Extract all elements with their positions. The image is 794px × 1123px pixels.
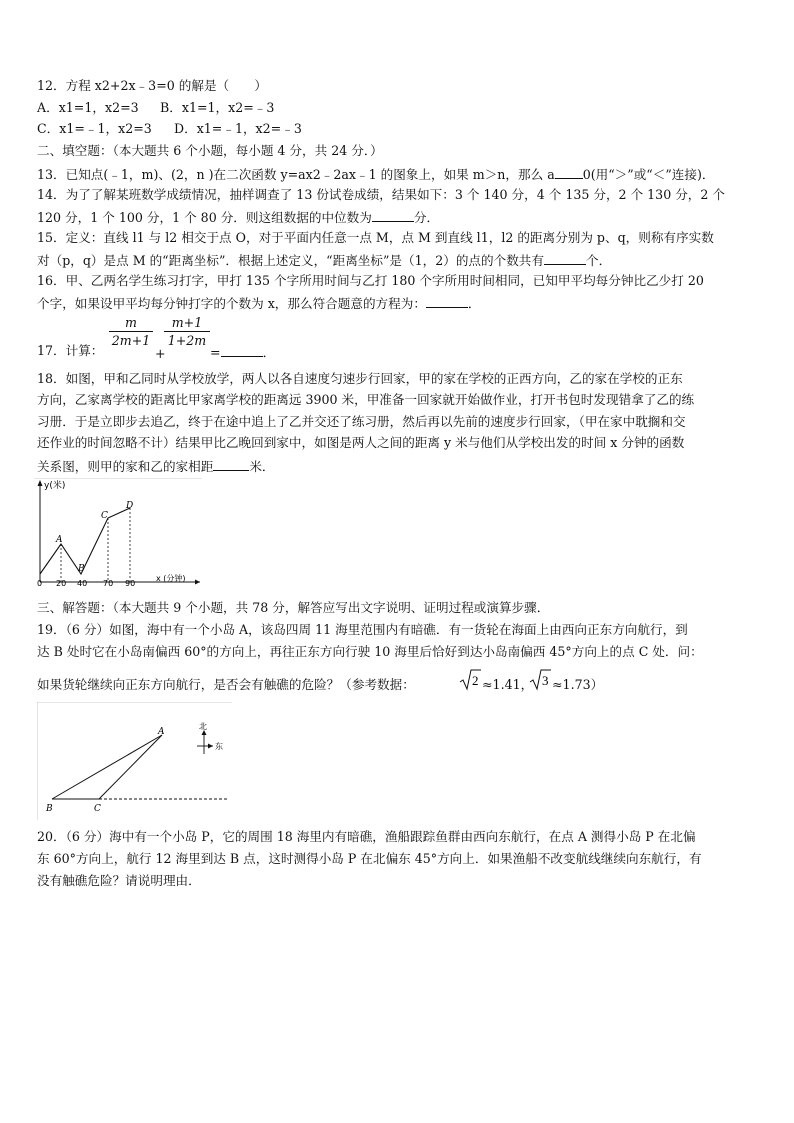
q12-stem: 12．方程 x2+2x﹣3=0 的解是（ ） — [37, 78, 267, 93]
compass-east: 东 — [215, 742, 223, 751]
graph-y-label: y(米) — [44, 481, 66, 491]
q13 — [37, 165, 714, 183]
q19-question: 如果货轮继续向正东方向航行，是否会有触礁的危险？（参考数据： — [37, 677, 415, 692]
q12-option-c: C．x1=﹣1，x2=3 — [37, 121, 152, 136]
graph-tick-90: 90 — [125, 579, 136, 588]
q17-equals: = — [210, 345, 221, 360]
q18-text: 关系图，则甲的家和乙的家相距 — [37, 459, 214, 474]
q14-tail: 分． — [413, 210, 440, 225]
graph-point-d: D — [126, 501, 134, 511]
sqrt-2-radical — [459, 668, 481, 692]
q17-fraction-2 — [164, 315, 210, 348]
graph-tick-20: 20 — [56, 579, 67, 588]
q17-fraction-1 — [109, 315, 153, 348]
q14-line2 — [37, 208, 439, 226]
q17-blank[interactable] — [221, 343, 263, 357]
q16-line1: 16．甲、乙两名学生练习打字，甲打 135 个字所用时间与乙打 180 个字所用时间相同，已知甲平均每分钟比乙少打 20 — [37, 273, 704, 288]
q15-blank[interactable] — [544, 251, 586, 265]
section-2-heading: 二、填空题：（本大题共 6 个小题，每小题 4 分，共 24 分．） — [37, 143, 383, 158]
q15-line2 — [37, 251, 611, 269]
q12-option-a: A．x1=1，x2=3 — [37, 100, 139, 115]
graph-distance-line — [40, 508, 130, 574]
q17-frac2-numerator: m+1 — [164, 315, 210, 332]
q13-blank[interactable] — [555, 165, 583, 179]
q16-tail: ． — [467, 296, 481, 311]
q12-option-b: B．x1=1，x2=﹣3 — [160, 100, 275, 115]
q20-line3: 没有触礁危险？请说明理由． — [37, 873, 201, 888]
q19-figure — [37, 702, 232, 820]
section-3-heading: 三、解答题：（本大题共 9 个小题，共 78 分，解答应写出文字说明、证明过程或演算步骤． — [37, 600, 550, 615]
sqrt-2-approx: ≈1.41， — [482, 677, 534, 692]
q15-line1: 15．定义：直线 l1 与 l2 相交于点 O，对于平面内任意一点 M，点 M 到直线 l1，l2 的距离分别为 p、q，则称有序实数 — [37, 230, 714, 245]
q15-tail: 个． — [586, 253, 612, 268]
fig19-point-b: B — [46, 804, 53, 814]
q20-line1: 20．（6 分）海中有一个小岛 P，它的周围 18 海里内有暗礁，渔船跟踪鱼群由西向东航行，在点 A 测得小岛 P 在北偏 — [37, 829, 696, 844]
q14-text: 120 分，1 个 100 分，1 个 80 分．则这组数据的中位数为 — [37, 210, 372, 225]
q18-line4: 还作业的时间忽略不计）结果甲比乙晚回到家中，如图是两人之间的距离 y 米与他们从学校出发的时间 x 分钟的函数 — [37, 435, 685, 450]
q18-tail: 米． — [249, 459, 275, 474]
q17-label: 17．计算： — [37, 343, 104, 358]
graph-origin: 0 — [37, 579, 43, 588]
q14-line1: 14．为了了解某班数学成绩情况，抽样调查了 13 份试卷成绩，结果如下：3 个 140 分，4 个 135 分，2 个 130 分，2 个 — [37, 187, 726, 202]
q16-line2 — [37, 294, 481, 312]
graph-x-label: x (分钟) — [156, 574, 186, 583]
compass-north: 北 — [199, 722, 207, 731]
q18-graph — [34, 478, 202, 588]
q17-plus: + — [155, 346, 166, 361]
q19-line3 — [37, 677, 415, 693]
fig19-point-c: C — [94, 804, 101, 814]
q16-text: 个字，如果设甲平均每分钟打字的个数为 x，那么符合题意的方程为： — [37, 296, 426, 311]
q12-option-d: D．x1=﹣1，x2=﹣3 — [174, 121, 302, 136]
sqrt-3-radical — [529, 668, 551, 692]
graph-tick-70: 70 — [103, 579, 114, 588]
fig19-point-a: A — [158, 727, 165, 737]
q17-frac1-numerator: m — [109, 315, 153, 332]
q15-text: 对（p，q）是点 M 的“距离坐标”．根据上述定义，“距离坐标”是（1，2）的点的个数共有 — [37, 253, 544, 268]
sqrt-2-radicand: 2 — [472, 673, 479, 688]
graph-tick-40: 40 — [77, 579, 88, 588]
q18-line5 — [37, 457, 275, 475]
q19-line1: 19．（6 分）如图，海中有一个小岛 A，该岛四周 11 海里范围内有暗礁．有一货轮在海面上由西向正东方向航行，到 — [37, 622, 688, 637]
q16-blank[interactable] — [426, 294, 468, 308]
q20-line2: 东 60°方向上，航行 12 海里到达 B 点，这时测得小岛 P 在北偏东 45°方向上．如果渔船不改变航线继续向东航行，有 — [37, 851, 702, 866]
sqrt-3-approx: ≈1.73） — [552, 677, 604, 692]
q18-line3: 习册．于是立即步去追乙，终于在途中追上了乙并交还了练习册，然后再以先前的速度步行回家，（甲在家中耽搁和交 — [37, 414, 686, 429]
graph-point-b: B — [78, 564, 85, 574]
graph-point-a: A — [56, 535, 63, 545]
q18-blank[interactable] — [213, 457, 249, 471]
q17-frac2-denominator: 1+2m — [167, 333, 207, 348]
q19-line2: 达 B 处时它在小岛南偏西 60°的方向上，再往正东方向行驶 10 海里后恰好到达小岛南偏西 45°方向上的点 C 处．问： — [37, 644, 703, 659]
q18-line2: 方向，乙家离学校的距离比甲家离学校的距离远 3900 米，甲准备一回家就开始做作业，打开书包时发现错拿了乙的练 — [37, 392, 695, 407]
q13-text: 13．已知点(﹣1，m)、(2，n )在二次函数 y=ax2﹣2ax﹣1 的图象上，如果 m＞n，那么 a — [37, 167, 555, 182]
q17-answer — [210, 343, 275, 361]
sqrt-3-radicand: 3 — [542, 673, 549, 688]
graph-point-c: C — [101, 511, 108, 521]
q17-tail: ． — [262, 345, 276, 360]
q17-frac1-denominator: 2m+1 — [111, 333, 151, 348]
compass-icon — [197, 730, 213, 754]
q14-blank[interactable] — [372, 208, 414, 222]
q13-tail: 0(用“＞”或“＜”连接)． — [582, 167, 715, 182]
q18-line1: 18．如图，甲和乙同时从学校放学，两人以各自速度匀速步行回家，甲的家在学校的正西方向，乙的家在学校的正东 — [37, 371, 683, 386]
